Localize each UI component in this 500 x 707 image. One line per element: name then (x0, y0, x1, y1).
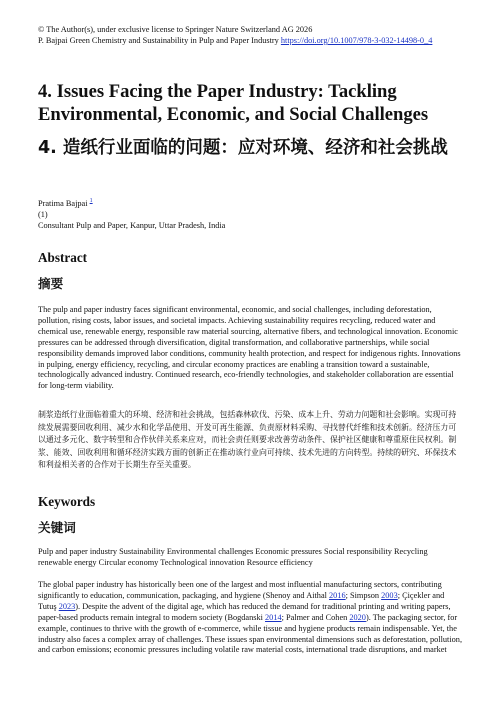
author-name: Pratima Bajpai (38, 198, 90, 208)
abstract-heading-chinese: 摘要 (38, 276, 64, 291)
abstract-text-chinese: 制浆造纸行业面临着重大的环境、经济和社会挑战，包括森林砍伐、污染、成本上升、劳动力问题和社会影响。实现可持续发展需要回收利用、减少水和化学品使用、开发可再生能源、负责原材料采购、寻找替代纤维和技术创新。经济压力可以通过多元化、数字转型和合作伙伴关系来应对，而社会责任则要求改善劳动条件、保护社区健康和尊重原住民权利。制浆、能效、回收利用和循环经济实践方面的创新正在推动该行业向可持续、技术先进的方向转型。持续的研究、环保技术和利益相关者的合作对于长期生存至关重要。 (38, 410, 457, 469)
citation-link[interactable]: 2016 (329, 590, 346, 600)
doi-link[interactable]: https://doi.org/10.1007/978-3-032-14498-0_4 (280, 36, 433, 45)
publication-header (38, 24, 463, 46)
citation-line (38, 35, 463, 46)
citation-link[interactable]: 2014 (265, 612, 282, 622)
body-text-segment: ). Despite the advent of the digital age, which has reduced the demand for traditional printing and writing papers, paper-based products remain integral to modern society (Bogdanski (38, 601, 451, 622)
author-name-line (38, 196, 463, 209)
abstract-heading: Abstract (38, 250, 88, 265)
body-text-segment: ; Simpson (345, 590, 382, 600)
affiliation-text: Consultant Pulp and Paper, Kanpur, Uttar Pradesh, India (38, 220, 226, 230)
citation-link[interactable]: 2020 (349, 612, 366, 622)
body-text-segment: ; Palmer and Cohen (281, 612, 350, 622)
abstract-text: The pulp and paper industry faces significant environmental, economic, and social challenges, including deforestation, pollution, rising costs, labor issues, and societal impacts. Achieving sustainability requires recycling, reduced water and chemical use, renewable energy, responsible raw material sourcing, alternative fibers, and technological innovation. Economic pressures can be addressed through diversification, digital transformation, and collaborative partnerships, while social responsibility demands improved labor conditions, community health protection, and respect for indigenous rights. Innovations in pulping, energy efficiency, recycling, and circular economy practices are enabling a transition toward a sustainable, technologically advanced industry. Continued research, eco-friendly technologies, and stakeholder collaboration are essential for long-term viability. (38, 305, 461, 391)
body-text-segment: ; Çiçekler and Tutuş (38, 590, 445, 611)
citation-link[interactable]: 2003 (381, 590, 398, 600)
keywords-list: Pulp and paper industry Sustainability Environmental challenges Economic pressures Social responsibility Recycling renewable energy Circular economy Technological innovation Resource efficiency (38, 547, 428, 567)
copyright-line: © The Author(s), under exclusive license to Springer Nature Switzerland AG 2026 (38, 25, 313, 34)
body-text-segment: The global paper industry has historically been one of the largest and most influential manufacturing sectors, contributing significantly to education, communication, packaging, and hygiene (Shenoy and Aithal (38, 580, 442, 600)
body-paragraph (38, 580, 463, 656)
keywords-heading-chinese: 关键词 (38, 520, 76, 535)
citation-link[interactable]: 2023 (58, 601, 76, 611)
citation-text: P. Bajpai Green Chemistry and Sustainability in Pulp and Paper Industry (38, 36, 281, 45)
body-text-segment: ). The packaging sector, for example, continues to thrive with the growth of e-commerce, while tissue and hygiene products remain indispensable. Yet, the industry also faces a complex array of challenges. These issues span environmental dimensions such as deforestation, pollution, and carbon emissions; economic pressures including volatile raw material costs, international trade disruptions, and market (38, 612, 463, 655)
affiliation-ref-link[interactable]: 1 (89, 198, 93, 204)
affiliation-number: (1) (38, 209, 48, 219)
keywords-heading: Keywords (38, 494, 96, 509)
chapter-title-chinese: 4. 造纸行业面临的问题：应对环境、经济和社会挑战 (38, 138, 448, 158)
author-block (38, 196, 463, 231)
chapter-title-english: 4. Issues Facing the Paper Industry: Tackling Environmental, Economic, and Social Challenges (38, 81, 429, 125)
